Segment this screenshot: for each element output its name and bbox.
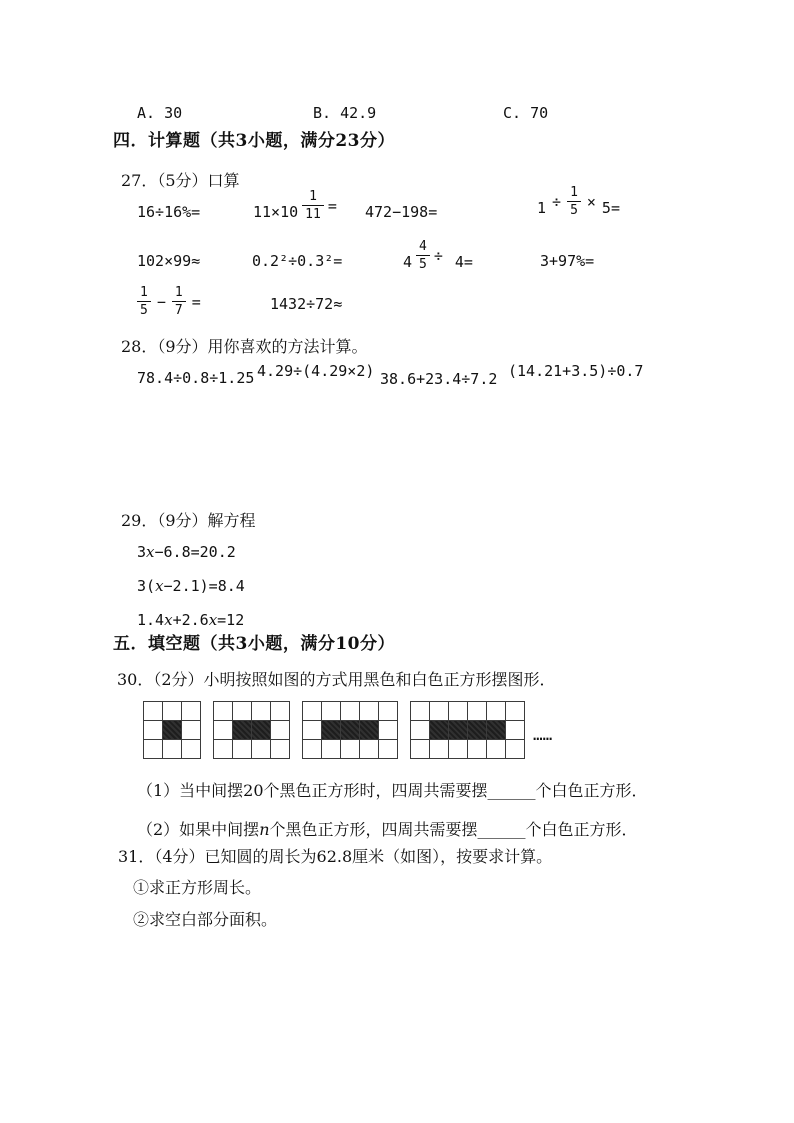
white-square-cell [214,740,232,758]
text-segment: +2.6 [172,611,209,629]
white-square-cell [182,702,200,720]
white-square-cell [144,721,162,739]
text-segment: 个黑色正方形，四周共需要摆______个白色正方形． [269,820,638,839]
variable: x [146,543,155,561]
white-square-cell [233,740,251,758]
fraction-numerator: 4 [419,239,427,254]
white-square-cell [322,702,340,720]
white-square-cell [360,740,378,758]
black-square-cell [430,721,448,739]
q29-equation-1 [137,543,236,561]
white-square-cell [468,702,486,720]
text-segment: −2.1)=8.4 [163,577,245,595]
fraction-numerator: 1 [174,285,183,300]
operand: 1 [537,199,547,217]
fraction [302,190,324,221]
divide-sign: ÷ [433,246,443,265]
q28-expr-3: 38.6+23.4÷7.2 [380,370,498,388]
white-square-cell [379,702,397,720]
white-square-cell [252,702,270,720]
q28-expr-1: 78.4÷0.8÷1.25 [137,369,255,387]
pattern-figure-4 [410,701,525,759]
q27-expr-6: 0.2²÷0.3²= [252,252,343,270]
section-5-heading: 五．填空题（共3小题，满分10分） [113,634,395,654]
black-square-cell [341,721,359,739]
q30-part-1: （1）当中间摆20个黑色正方形时，四周共需要摆______个白色正方形． [137,781,648,800]
q30-title: 30．（2分）小明按照如图的方式用黑色和白色正方形摆图形． [117,670,556,689]
white-square-cell [430,740,448,758]
white-square-cell [506,721,524,739]
q27-expr-3: 472−198= [365,203,438,221]
text-segment: =12 [217,611,245,629]
fraction-numerator: 1 [309,189,317,204]
white-square-cell [163,702,181,720]
black-square-cell [468,721,486,739]
white-square-cell [379,721,397,739]
fraction-denominator: 5 [567,201,581,217]
fraction-numerator: 1 [570,185,578,200]
white-square-cell [163,740,181,758]
white-square-cell [411,702,429,720]
white-square-cell [144,740,162,758]
white-square-cell [303,702,321,720]
text-segment: 3 [137,543,147,561]
white-square-cell [144,702,162,720]
white-square-cell [252,740,270,758]
black-square-cell [163,721,181,739]
white-square-cell [182,740,200,758]
minus-sign: − [156,292,166,311]
q29-title: 29．（9分）解方程 [121,511,256,530]
fraction-denominator: 5 [137,301,151,317]
q30-pattern-figures [143,701,552,759]
white-square-cell [214,721,232,739]
q27-title: 27．（5分）口算 [121,171,240,190]
text-segment: 3( [137,577,156,595]
option-c: C. 70 [503,104,549,122]
q31-part-2: ②求空白部分面积。 [133,910,278,929]
white-square-cell [468,740,486,758]
white-square-cell [487,740,505,758]
pattern-figure-3 [302,701,398,759]
ellipsis: …… [533,725,553,745]
q27-expr-10: 1432÷72≈ [270,295,343,313]
variable: x [208,611,218,629]
option-a: A. 30 [137,104,183,122]
equals-sign: = [191,292,201,311]
black-square-cell [487,721,505,739]
white-square-cell [182,721,200,739]
operand: 5= [601,199,620,217]
mixed-number-whole: 11×10 [253,203,299,221]
q28-title: 28．（9分）用你喜欢的方法计算。 [121,337,368,356]
black-square-cell [252,721,270,739]
q27-expr-5: 102×99≈ [137,252,201,270]
q29-equation-2 [137,577,245,595]
white-square-cell [487,702,505,720]
variable: x [155,577,164,595]
q27-expr-9 [137,286,201,317]
fraction [567,186,581,217]
option-b: B. 42.9 [313,104,377,122]
white-square-cell [506,740,524,758]
q29-equation-3 [137,611,244,629]
white-square-cell [322,740,340,758]
white-square-cell [360,702,378,720]
text-segment: −6.8=20.2 [154,543,236,561]
black-square-cell [233,721,251,739]
fraction-denominator: 11 [302,205,324,221]
white-square-cell [430,702,448,720]
q28-expr-4: (14.21+3.5)÷0.7 [508,362,644,380]
black-square-cell [449,721,467,739]
white-square-cell [271,721,289,739]
q31-title: 31．（4分）已知圆的周长为62.8厘米（如图），按要求计算。 [118,847,553,866]
multiply-sign: × [586,192,596,211]
divide-sign: ÷ [552,192,562,211]
white-square-cell [379,740,397,758]
variable: n [259,820,270,839]
text-segment: （2）如果中间摆 [137,820,260,839]
equals-sign: = [327,196,337,215]
q27-expr-8: 3+97%= [540,252,595,270]
fraction-denominator: 5 [416,255,430,271]
fraction-numerator: 1 [140,285,148,300]
q27-expr-1: 16÷16%= [137,203,201,221]
q27-expr-7 [403,240,473,271]
white-square-cell [341,702,359,720]
white-square-cell [449,702,467,720]
pattern-figure-2 [213,701,290,759]
white-square-cell [233,702,251,720]
variable: x [164,611,173,629]
black-square-cell [322,721,340,739]
q30-part-2 [137,820,638,840]
white-square-cell [506,702,524,720]
white-square-cell [271,702,289,720]
white-square-cell [411,721,429,739]
white-square-cell [449,740,467,758]
mixed-number-whole: 4 [403,253,413,271]
white-square-cell [303,721,321,739]
fraction [416,240,430,271]
white-square-cell [214,702,232,720]
white-square-cell [271,740,289,758]
q27-expr-4 [537,186,620,217]
white-square-cell [341,740,359,758]
q28-expr-2: 4.29÷(4.29×2) [257,362,375,380]
fraction [137,286,151,317]
white-square-cell [303,740,321,758]
white-square-cell [411,740,429,758]
black-square-cell [360,721,378,739]
q27-expr-2 [253,190,337,221]
section-4-heading: 四．计算题（共3小题，满分23分） [113,131,395,151]
text-segment: 1.4 [137,611,165,629]
pattern-figure-1 [143,701,201,759]
operand: 4= [454,253,473,271]
q31-part-1: ①求正方形周长。 [133,878,262,897]
fraction-denominator: 7 [172,301,186,317]
fraction [172,286,186,317]
